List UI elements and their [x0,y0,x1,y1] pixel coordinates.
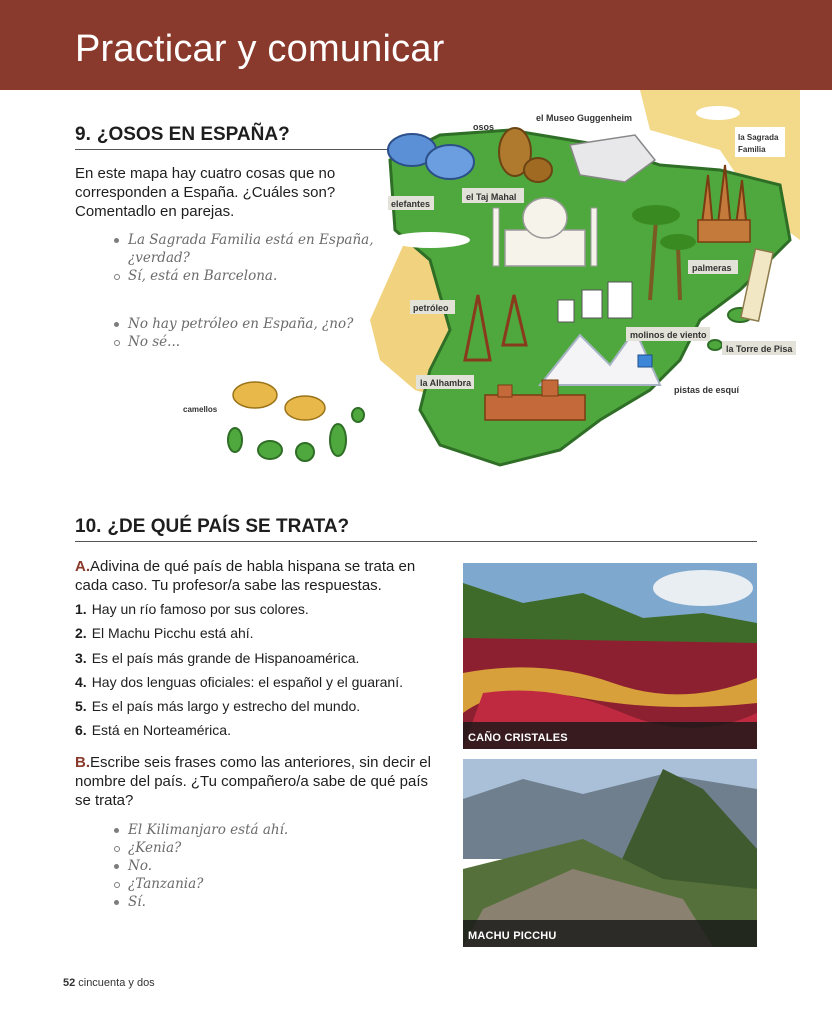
photo-caption: MACHU PICCHU [468,930,557,942]
palm-leaves [632,205,680,225]
map-label-petroleo: petróleo [413,303,449,313]
clue-text: Es el país más largo y estrecho del mundo. [91,698,361,715]
part-b-instructions [75,753,435,810]
clue-number: 2. [75,625,87,642]
part-b-letter: B. [75,754,90,771]
section-10-rule [75,541,757,542]
windmill [558,300,574,322]
cloud [653,570,753,606]
dialog-line: No sé... [114,333,374,351]
clue-number: 4. [75,673,87,690]
section-9-instructions: En este mapa hay cuatro cosas que no corresponden a España. ¿Cuáles son? Comentadlo en parejas. [75,165,336,220]
dialog-line: Sí, está en Barcelona. [114,267,374,285]
dialog-line: ¿Kenia? [114,839,374,857]
map-label-sagrada-1: la Sagrada [738,133,779,142]
clue-item [75,718,455,742]
photo-cano-cristales [463,563,757,749]
windmill [608,282,632,318]
bear [524,158,552,182]
clue-number: 1. [75,601,87,617]
page-footer [63,977,155,989]
taj-mahal-dome [523,198,567,238]
dialog-line: No hay petróleo en España, ¿no? [114,315,374,333]
cloud [390,232,470,248]
map-label-elefantes: elefantes [391,199,431,209]
clue-text: El Machu Picchu está ahí. [91,625,254,642]
taj-minaret [493,208,499,266]
map-label-alhambra: la Alhambra [420,378,472,388]
clue-item [75,670,455,694]
sagrada-familia-base [698,220,750,242]
page-title: Practicar y comunicar [75,28,445,70]
canary-island [258,441,282,459]
map-label-guggenheim: el Museo Guggenheim [536,113,633,123]
section-10-title [75,516,349,538]
map-label-sagrada-2: Familia [738,145,766,154]
part-b-dialog [114,821,374,911]
clue-number: 3. [75,649,87,666]
part-b-text: Escribe seis frases como las anteriores, sin decir el nombre del país. ¿Tu compañero/a sabe de qué país se trata? [75,754,431,809]
page-number-words: cincuenta y dos [78,977,155,989]
map-label-osos: osos [473,122,495,132]
machu-picchu-image [463,759,757,947]
clue-text: Hay dos lenguas oficiales: el español y el guaraní. [91,673,403,690]
section-9-title-text: ¿OSOS EN ESPAÑA? [96,124,290,145]
cloud [696,106,740,120]
spain-illustrated-map [180,90,800,480]
dialog-line: Sí. [114,893,374,911]
map-label-molinos: molinos de viento [630,330,707,340]
camel [285,396,325,420]
palm-tree [678,245,680,300]
clue-text: Hay un río famoso por sus colores. [91,601,309,617]
photo-caption: CAÑO CRISTALES [468,732,568,744]
clue-text: Es el país más grande de Hispanoamérica. [91,649,360,666]
dialog-line: ¿Tanzania? [114,875,374,893]
dialog-line: No. [114,857,374,875]
map-label-pistas: pistas de esquí [674,385,740,395]
clue-number: 6. [75,722,87,739]
section-9-number: 9. [75,124,91,145]
canary-island [228,428,242,452]
page-number: 52 [63,977,76,989]
camel [233,382,277,408]
elephant [426,145,474,179]
header-bar [0,0,832,90]
canary-island [330,424,346,456]
section-10-number: 10. [75,516,102,537]
taj-minaret [591,208,597,266]
part-a-instructions [75,557,435,595]
map-label-torre-pisa: la Torre de Pisa [726,344,793,354]
section-10-title-text: ¿DE QUÉ PAÍS SE TRATA? [107,516,350,537]
clue-list [75,597,455,743]
palm-leaves [660,234,696,250]
clue-item [75,621,455,645]
canary-island [352,408,364,422]
dialog-line: El Kilimanjaro está ahí. [114,821,374,839]
dialog-line: La Sagrada Familia está en España, ¿verdad? [114,231,374,267]
alhambra-tower [498,385,512,397]
balearic-island [708,340,722,350]
windmill [582,290,602,318]
part-a-text: Adivina de qué país de habla hispana se trata en cada caso. Tu profesor/a sabe las respuestas. [75,558,416,594]
photo-machu-picchu [463,759,757,947]
part-a-letter: A. [75,558,90,575]
clue-item [75,646,455,670]
clue-item [75,597,455,621]
map-label-palmeras: palmeras [692,263,732,273]
canary-island [296,443,314,461]
alhambra-tower [542,380,558,396]
alhambra [485,395,585,420]
clue-number: 5. [75,698,87,715]
map-label-taj-mahal: el Taj Mahal [466,192,517,202]
clue-text: Está en Norteamérica. [91,722,231,739]
map-label-camellos: camellos [183,405,218,414]
cable-car [638,355,652,367]
clue-item [75,694,455,718]
